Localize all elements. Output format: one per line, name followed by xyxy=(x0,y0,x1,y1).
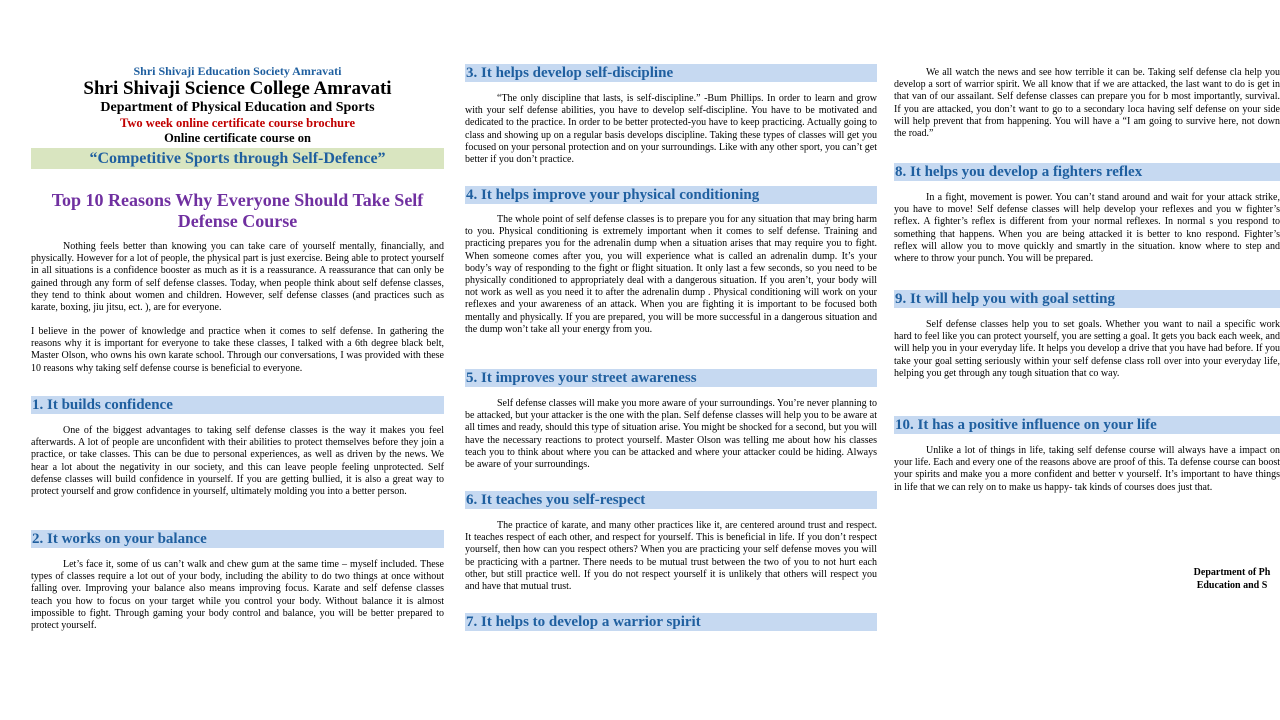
intro-paragraph-2: I believe in the power of knowledge and practice when it comes to self defense. In gathering the reasons why it is important for everyone to take these classes, I talked with a 6th degree black belt, Master Olson, who owns his own karate school. Through our conversations, I was provided with these 10 reasons why taking self defense course is beneficial to everyone. xyxy=(31,326,444,374)
section-heading-2: 2. It works on your balance xyxy=(31,530,444,548)
course-title: “Competitive Sports through Self-Defence” xyxy=(31,148,444,169)
section-body-9: Self defense classes help you to set goals. Whether you want to nail a specific work hard to feel like you can protect yourself, you are setting a goal. It gets you back each week, and will help you in your everyday life. It helps you develop a drive that you have had before. If you take your goal setting seriously within your self defense class roll over into your everyday life, helping you get through any tough situation that co way. xyxy=(894,319,1280,379)
online-course-label: Online certificate course on xyxy=(164,131,311,145)
section-body-10: Unlike a lot of things in life, taking self defense course will always have a impact on your life. Each and every one of the reasons above are proof of this. Ta defense course can boost your spirits and make you a more confident and better v yourself. It’s important to have things in life that we can rely on to make us happy- tak kinds of courses does just that. xyxy=(894,445,1280,493)
society-name: Shri Shivaji Education Society Amravati xyxy=(133,64,342,78)
section-body-8: In a fight, movement is power. You can’t stand around and wait for your attack strike, you have to move! Self defense classes will help develop your reflexes and you w fighter’s reflex. A fighter’s reflex is different from your normal reflexes. In normal s you respond to something that happens. When you are being attacked it is better to kno respond. Fighter’s reflex will allow you to move quickly and smartly in the situation. know where to step and where to throw your punch. You will be prepared. xyxy=(894,192,1280,265)
college-name: Shri Shivaji Science College Amravati xyxy=(83,78,392,99)
section-heading-8: 8. It helps you develop a fighters reflex xyxy=(894,163,1280,181)
section-heading-6: 6. It teaches you self-respect xyxy=(465,491,877,509)
section-body-7: We all watch the news and see how terrible it can be. Taking self defense cla help you develop a sort of warrior spirit. We all know that if we are attacked, the last want to do is get in that van of our assailant. Self defense classes can prepare you for b most importantly, survival. If you are attacked, you don’t want to go to a secondary loca having self defense on your side will help prevent that from happening. You will have a “I am going to survive here, not down the road.” xyxy=(894,67,1280,140)
brochure-label: Two week online certificate course brochure xyxy=(119,116,356,130)
section-heading-9: 9. It will help you with goal setting xyxy=(894,290,1280,308)
section-body-1: One of the biggest advantages to taking self defense classes is the way it makes you feel afterwards. A lot of people are unconfident with their abilities to protect themselves before they join a practice, or take classes. This can be due to personal experiences, as well as driven by the news. We hear a lot about the negativity in our society, and this can leave people feeling unprotected. Self defense classes will build confidence in yourself. If you are getting bullied, it is also a great way to protect yourself and grow confidence in yourself, ultimately molding you into a better person. xyxy=(31,425,444,498)
section-heading-1: 1. It builds confidence xyxy=(31,396,444,414)
footer-line-2: Education and S xyxy=(1196,580,1268,591)
section-body-6: The practice of karate, and many other practices like it, are centered around trust and respect. It teaches respect of each other, and respect for yourself. This is beneficial in life. If you don’t respect yourself, then how can you respect others? When you are practicing your self defense moves you will be practicing with a partner. There needs to be mutual trust between the two of you to not hurt each other, but still practice well. If you do not respect yourself it is unlikely that others will respect you and have that mutual trust. xyxy=(465,520,877,593)
section-heading-10: 10. It has a positive influence on your life xyxy=(894,416,1280,434)
section-body-2: Let’s face it, some of us can’t walk and chew gum at the same time – myself included. These types of classes require a lot out of your body, including the ability to do two things at once without falling over. Improving your balance also means improving focus. Karate and self defense classes teach you how to focus on your target while you control your body. Without balance it is almost impossible to fight. Through gaming your body control and balance, you will be better prepared to protect yourself. xyxy=(31,559,444,632)
department-name: Department of Physical Education and Sports xyxy=(100,100,375,115)
footer-department xyxy=(1184,566,1280,592)
section-body-4: The whole point of self defense classes is to prepare you for any situation that may bring harm to you. Physical conditioning is extremely important when it comes to self defense. Training and practicing prepares you for the adrenalin dump when a situation arises that may require you to fight. When someone comes after you, you will experience what is called an adrenalin dump. It’s your body’s way of responding to the fight or flight situation. It only last a few seconds, so you need to be physically conditioned to appropriately deal with a dangerous situation. If you aren’t, your body will not work as well as you need it to after the adrenalin dump . Physical conditioning will work on your reflexes and your awareness of an attack. When you are fighting it is important to be focused both mentally and physically. If you are prepared, you will be more successful in a dangerous situation and the dump won’t take all your energy from you. xyxy=(465,214,877,335)
section-body-5: Self defense classes will make you more aware of your surroundings. You’re never planning to be attacked, but your attacker is the one with the plan. Self defense classes will help you to be aware at all times and ready, should this type of situation arise. You might be shocked for a second, but you will have the necessary reactions to protect yourself. Master Olson was telling me about how his classes teach you to think about where you can be attacked and where your attacker could be hiding. Always be aware of your surroundings. xyxy=(465,398,877,471)
intro-paragraph-1: Nothing feels better than knowing you can take care of yourself mentally, financially, and physically. However for a lot of people, the physical part is just exercise. Being able to protect yourself in all situations is a confidence booster as much as it is a reassurance. A reassurance that can only be gained through any form of self defense classes. Today, when people think about self defense classes, they tend to think about women and children. However, self defense classes (and practices such as karate, boxing, jiu jitsu, ect. ), are for everyone. xyxy=(31,241,444,314)
section-heading-5: 5. It improves your street awareness xyxy=(465,369,877,387)
section-heading-7: 7. It helps to develop a warrior spirit xyxy=(465,613,877,631)
section-body-3: “The only discipline that lasts, is self-discipline.” -Bum Phillips. In order to learn and grow with your self defense abilities, you have to develop self-discipline. You have to be motivated and dedicated to the practice. In order to be better protected-you have to keep practicing. Actually going to class and showing up on a regular basis develops discipline. Taking these types of classes will get you focused on your personal protection and on your surroundings. Like with any other sport, you can’t get better if you don’t practice. xyxy=(465,93,877,166)
section-heading-3: 3. It helps develop self-discipline xyxy=(465,64,877,82)
article-title: Top 10 Reasons Why Everyone Should Take Self Defense Course xyxy=(51,190,424,231)
section-heading-4: 4. It helps improve your physical conditioning xyxy=(465,186,877,204)
footer-line-1: Department of Ph xyxy=(1193,567,1271,578)
